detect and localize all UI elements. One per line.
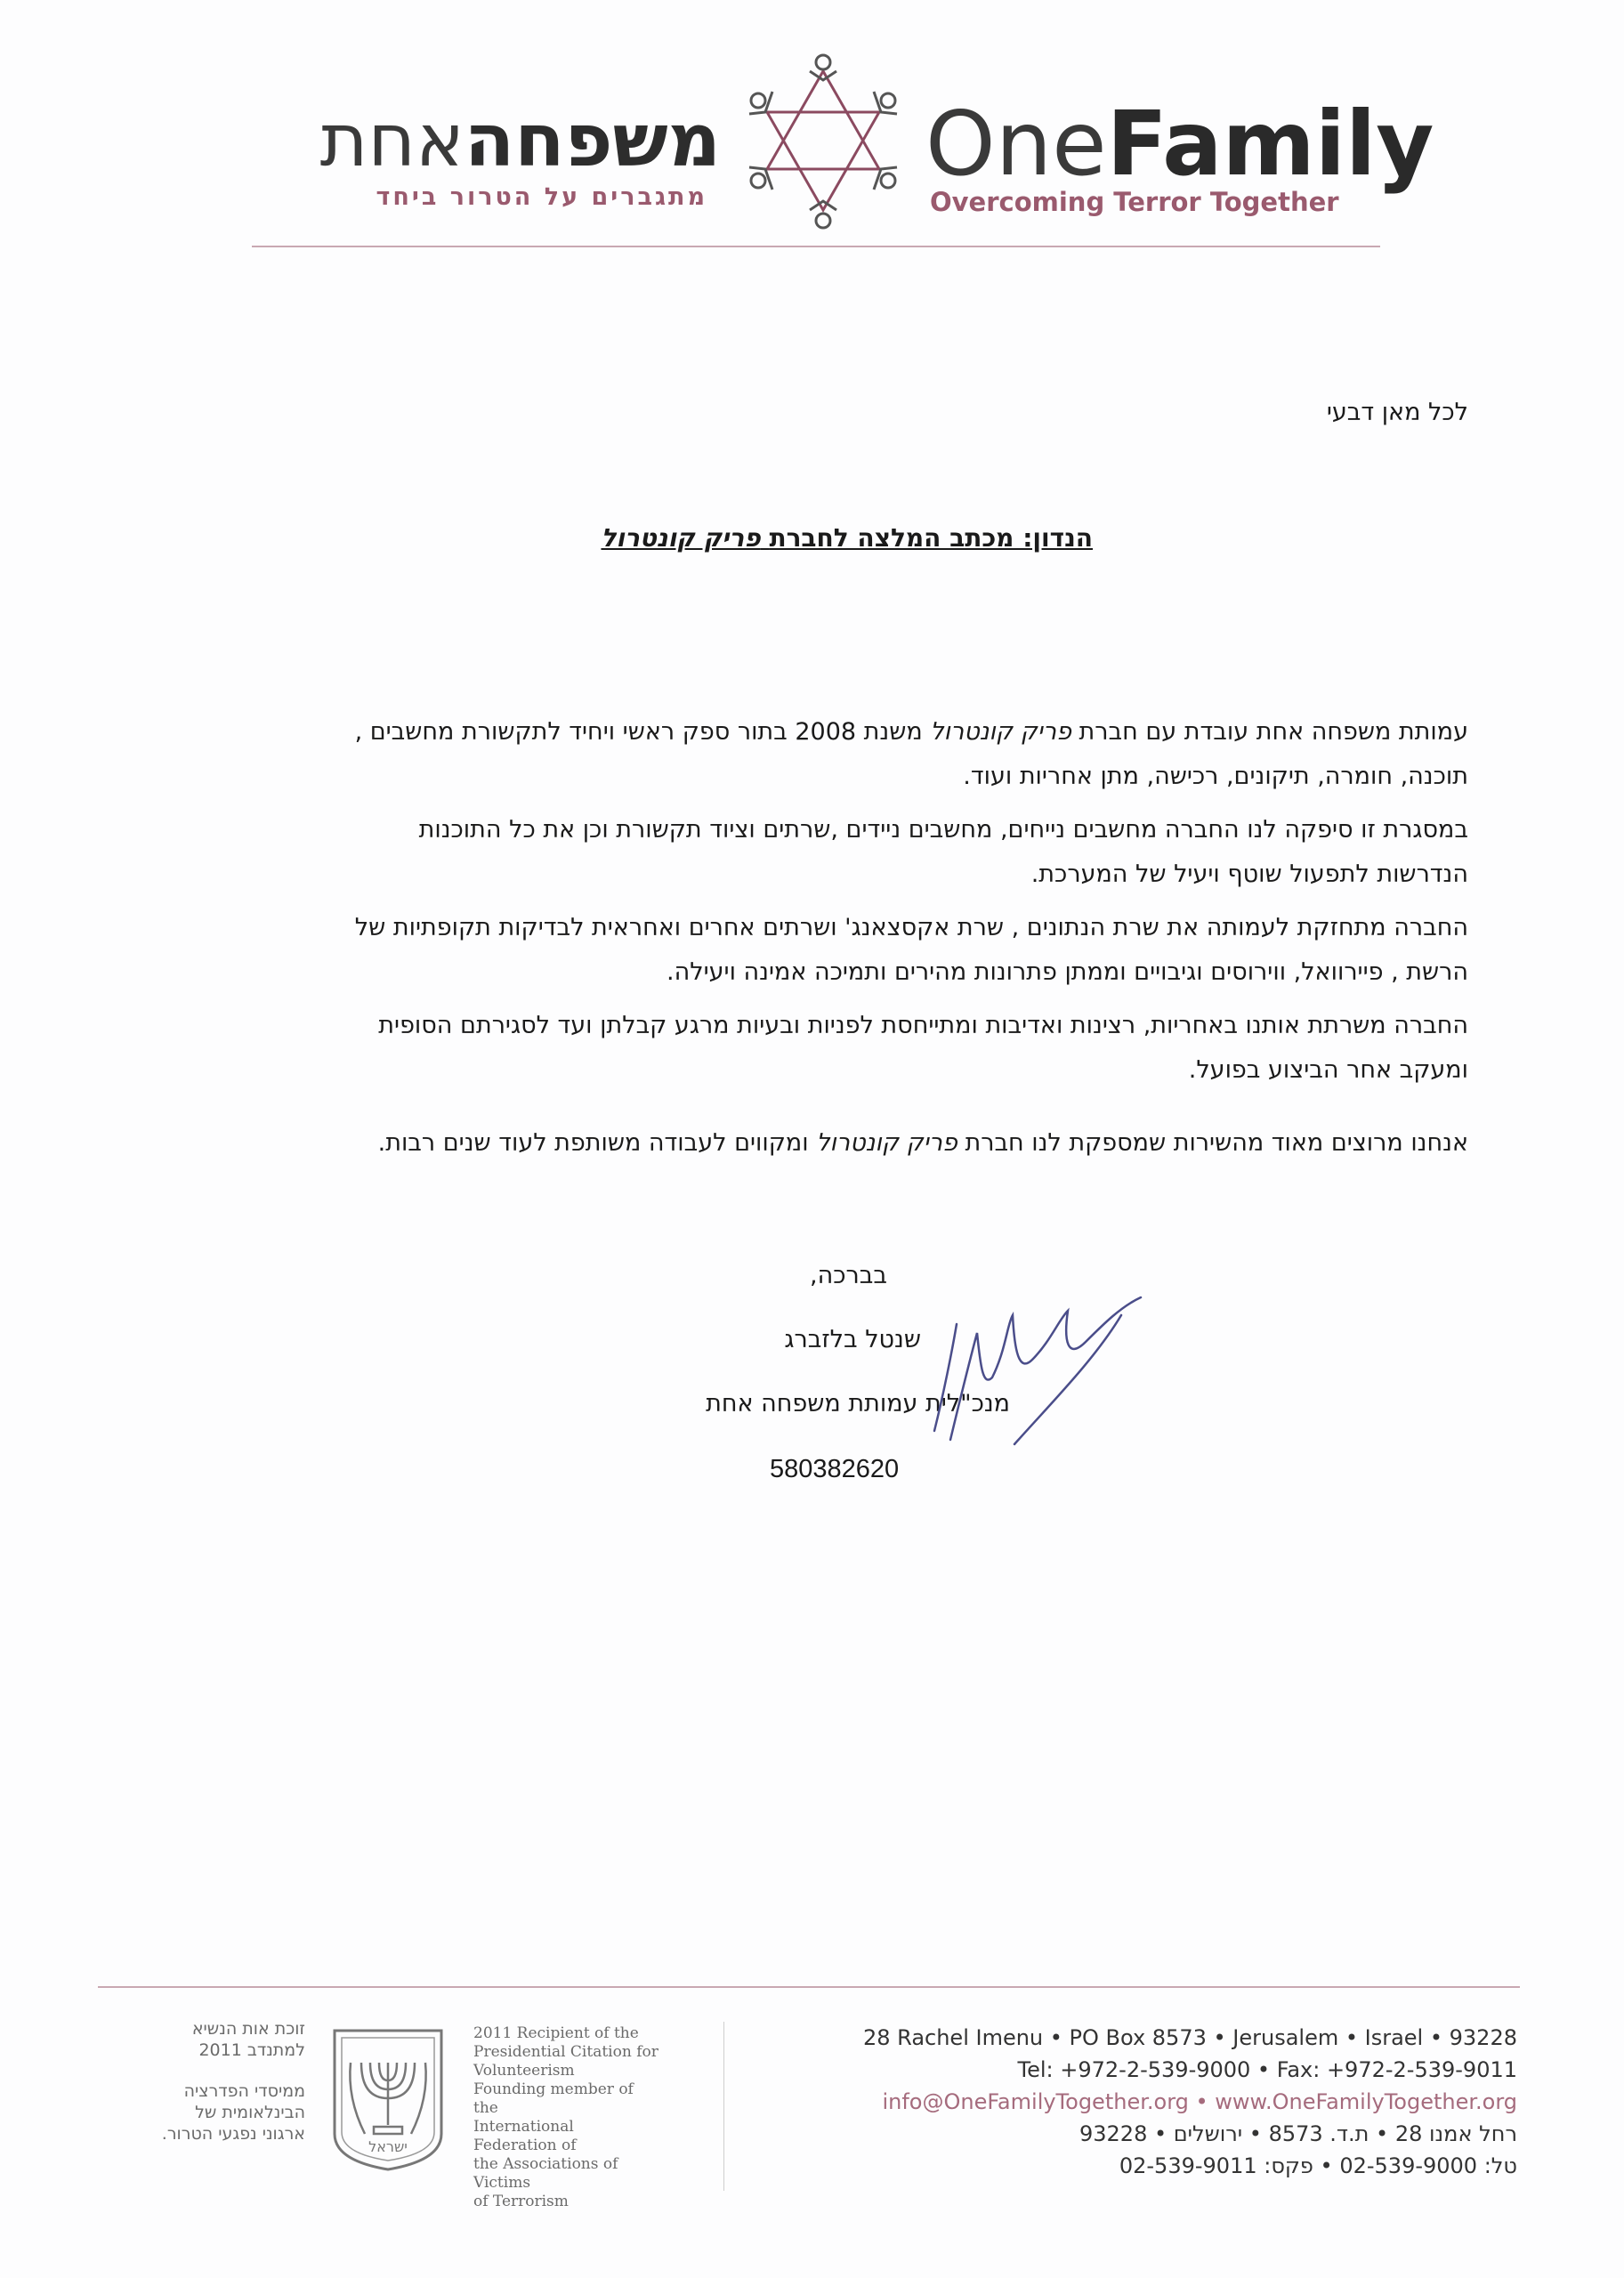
paragraph-2 — [419, 808, 1468, 897]
signer-name: שנטל בלזברג — [784, 1326, 921, 1353]
registration-number: 580382620 — [770, 1455, 900, 1483]
paragraph-5 — [378, 1121, 1468, 1166]
p5-text-b: ומקווים לעבודה משותפת לעוד שנים רבות. — [377, 1129, 809, 1157]
handwritten-signature — [908, 1288, 1148, 1449]
subject-prefix: הנדון: מכתב המלצה לחברת — [769, 523, 1093, 553]
hebrew-logo-bold: משפחה — [464, 99, 721, 183]
hebrew-logo — [319, 99, 721, 183]
citation-line-3: Volunteerism — [473, 2062, 575, 2080]
footer-phone: Tel: +972-2-539-9000 • Fax: +972-2-539-9011 — [1017, 2057, 1517, 2082]
footer-web-links[interactable]: info@OneFamilyTogether.org • www.OneFamilyTogether.org — [882, 2089, 1517, 2114]
footer-vertical-divider — [723, 2022, 724, 2191]
greeting: לכל מאן דבעי — [1326, 399, 1468, 426]
emblem-label: ישראל — [368, 2138, 408, 2155]
citation-line-4: Founding member of the — [473, 2080, 634, 2117]
citation-line-7: of Terrorism — [473, 2193, 569, 2210]
citation-line-2: Presidential Citation for — [473, 2043, 658, 2061]
p1-text-b: משנת 2008 בתור ספק ראשי ויחיד לתקשורת מחשבים , — [354, 718, 923, 746]
hebrew-tagline: מתגברים על הטרור ביחד — [376, 183, 707, 211]
paragraph-3 — [355, 906, 1468, 995]
hebrew-citation-line-4: הבינלאומית של — [195, 2103, 305, 2122]
english-logo — [925, 92, 1434, 196]
paragraph-2-line-2: הנדרשות לתפעול שוטף ויעיל של המערכת. — [1030, 860, 1468, 888]
hebrew-citation-gap — [162, 2061, 305, 2080]
paragraph-1 — [355, 710, 1468, 799]
footer-divider — [98, 1986, 1520, 1988]
citation-line-1: 2011 Recipient of the — [473, 2024, 639, 2042]
english-tagline: Overcoming Terror Together — [930, 187, 1339, 217]
citation-line-5: International Federation of — [473, 2118, 577, 2154]
paragraph-2-line-1: במסגרת זו סיפקה לנו החברה מחשבים נייחים, מחשבים ניידים ,שרתים וציוד תקשורת וכן את כל התוכנות — [418, 816, 1468, 844]
citation-line-6: the Associations of Victims — [473, 2155, 618, 2192]
signer-role: מנכ"לית עמותת משפחה אחת — [706, 1390, 1010, 1418]
footer-hebrew-address: רחל אמנו 28 • ת.ד. 8573 • ירושלים • 93228 — [1079, 2121, 1517, 2146]
english-logo-bold: Family — [1106, 92, 1434, 196]
hebrew-citation-line-5: ארגוני נפגעי הטרור. — [161, 2124, 305, 2144]
footer-address: 28 Rachel Imenu • PO Box 8573 • Jerusalem • Israel • 93228 — [863, 2025, 1517, 2050]
paragraph-4-line-1: החברה משרתת אותנו באחריות, רצינות ואדיבות ומתייחסת לפניות ובעיות מרגע קבלתן ועד לסגירתם הסופית — [378, 1012, 1468, 1039]
p5-company: פריק קונטרול — [816, 1129, 957, 1157]
footer-hebrew-phone: טל: 02-539-9000 • פקס: 02-539-9011 — [1119, 2153, 1517, 2178]
paragraph-1-line-1 — [355, 710, 1468, 755]
hebrew-logo-light: אחת — [319, 99, 465, 183]
subject-line — [601, 523, 1093, 553]
hebrew-citation-line-3: ממיסדי הפדרציה — [183, 2081, 305, 2101]
hebrew-citation — [162, 2018, 305, 2145]
p1-text-a: עמותת משפחה אחת עובדת עם חברת — [1079, 718, 1468, 746]
subject-company: פריק קונטרול — [601, 523, 761, 553]
english-logo-light: One — [925, 92, 1107, 196]
citation-text — [473, 2024, 660, 2211]
p1-company: פריק קונטרול — [930, 718, 1071, 746]
onefamily-star-logo-icon — [739, 52, 908, 230]
hebrew-citation-line-1: זוכת אות הנשיא — [191, 2019, 305, 2039]
p5-text-a: אנחנו מרוצים מאוד מהשירות שמספקת לנו חברת — [965, 1129, 1468, 1157]
israel-emblem-icon — [329, 2027, 447, 2171]
paragraph-4-line-2: ומעקב אחר הביצוע בפועל. — [1188, 1056, 1468, 1084]
paragraph-3-line-1: החברה מתחזקת לעמותה את שרת הנתונים , שרת אקסצאנג' ושרתים אחרים ואחראית לבדיקות תקופתיות של — [354, 914, 1468, 941]
hebrew-citation-line-2: למתנדב 2011 — [198, 2040, 305, 2060]
paragraph-4 — [378, 1004, 1468, 1093]
paragraph-1-line-2: תוכנה, חומרה, תיקונים, רכישה, מתן אחריות ועוד. — [963, 763, 1468, 790]
paragraph-3-line-2: הרשת , פיירוואל, ווירוסים וגיבויים וממתן פתרונות מהירים ותמיכה אמינה ויעילה. — [667, 958, 1468, 986]
header-divider — [252, 246, 1380, 247]
paragraph-5-line-1 — [378, 1121, 1468, 1166]
closing: בברכה, — [810, 1262, 887, 1289]
